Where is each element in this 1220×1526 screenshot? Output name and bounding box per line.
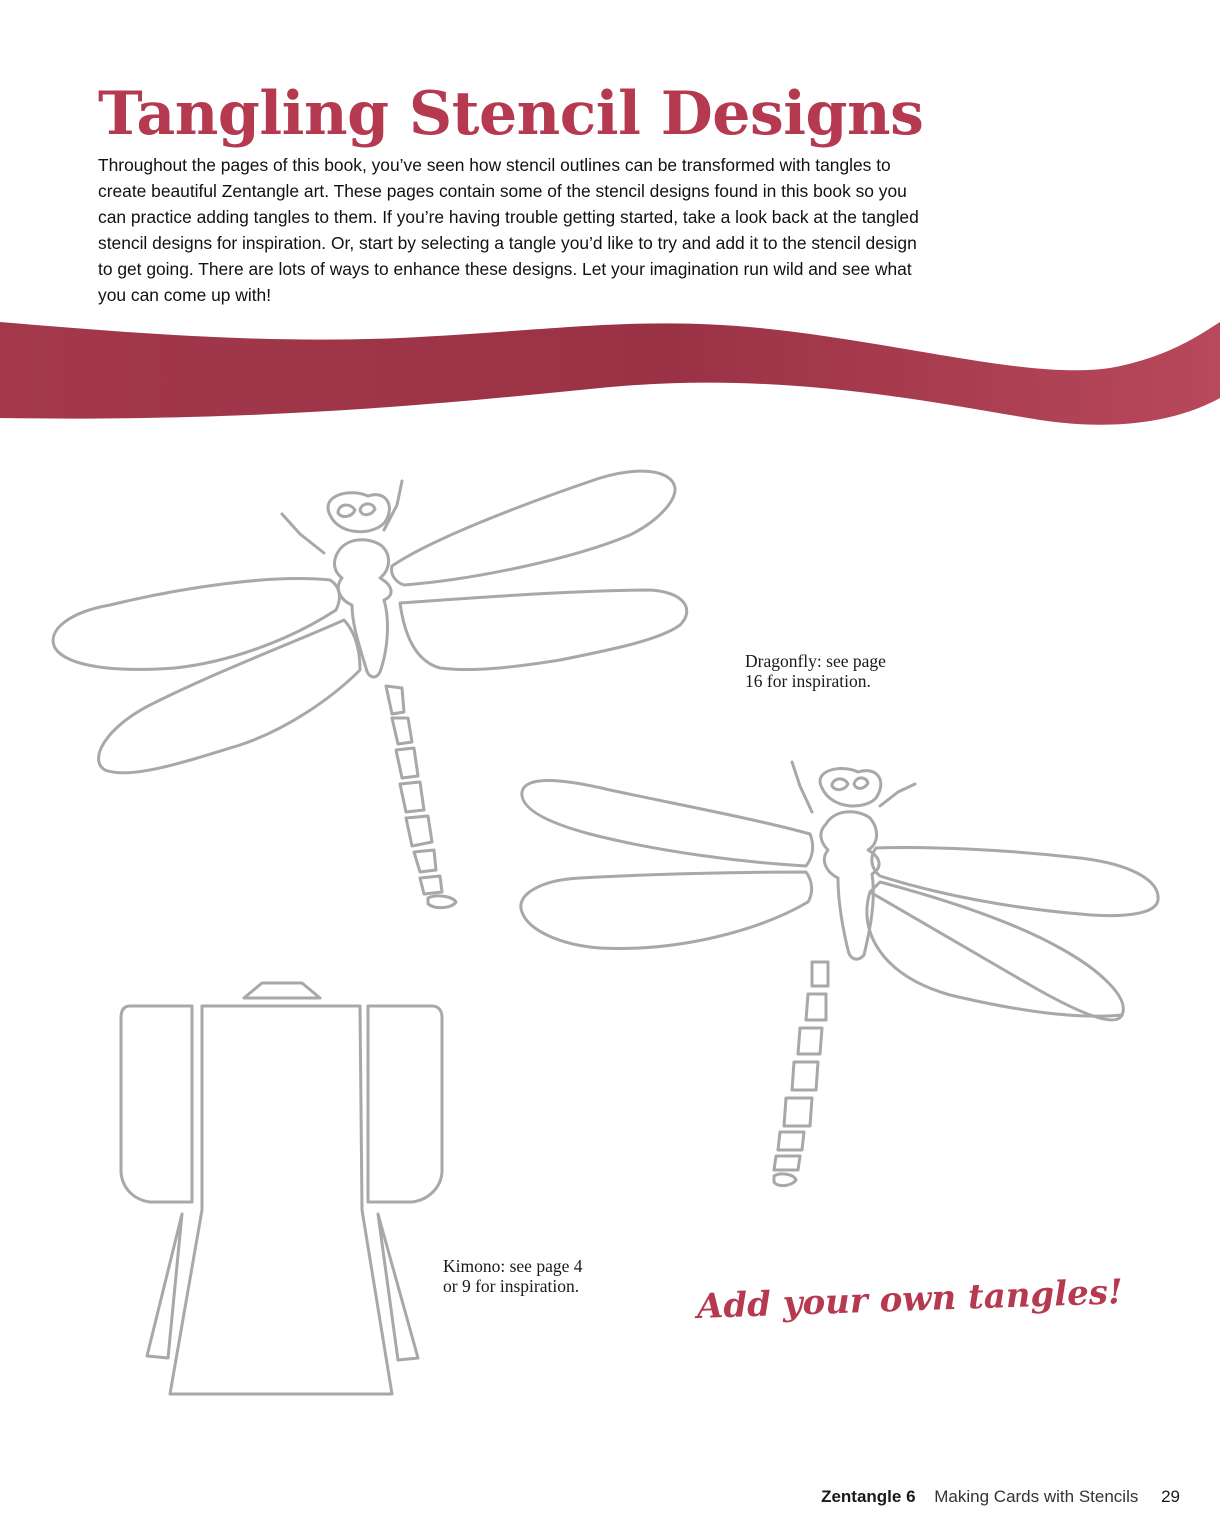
kimono-caption: Kimono: see page 4 or 9 for inspiration. — [443, 1256, 583, 1296]
add-tangles-tagline: Add your own tangles! — [696, 1272, 1124, 1327]
footer-book-title: Zentangle 6 — [821, 1487, 916, 1506]
intro-paragraph: Throughout the pages of this book, you’ve seen how stencil outlines can be transformed with tangles to create beautiful Zentangle art. These pages contain some of the stencil designs found in this book so you can practice adding tangles to them. If you’re having trouble getting started, take a look back at the tangled stencil designs for inspiration. Or, start by selecting a tangle you’d like to try and add it to the stencil design to get going. There are lots of ways to enhance these designs. Let your imagination run wild and see what you can come up with! — [98, 155, 919, 305]
dragonfly-caption: Dragonfly: see page 16 for inspiration. — [745, 651, 886, 691]
dragonfly-stencil-upper — [53, 471, 687, 907]
dragonfly-stencil-lower — [521, 762, 1158, 1186]
page-title: Tangling Stencil Designs — [98, 79, 924, 149]
page-number: 29 — [1161, 1487, 1180, 1506]
kimono-stencil — [121, 983, 442, 1394]
page-footer — [821, 1485, 1180, 1509]
footer-section-title: Making Cards with Stencils — [934, 1487, 1139, 1506]
